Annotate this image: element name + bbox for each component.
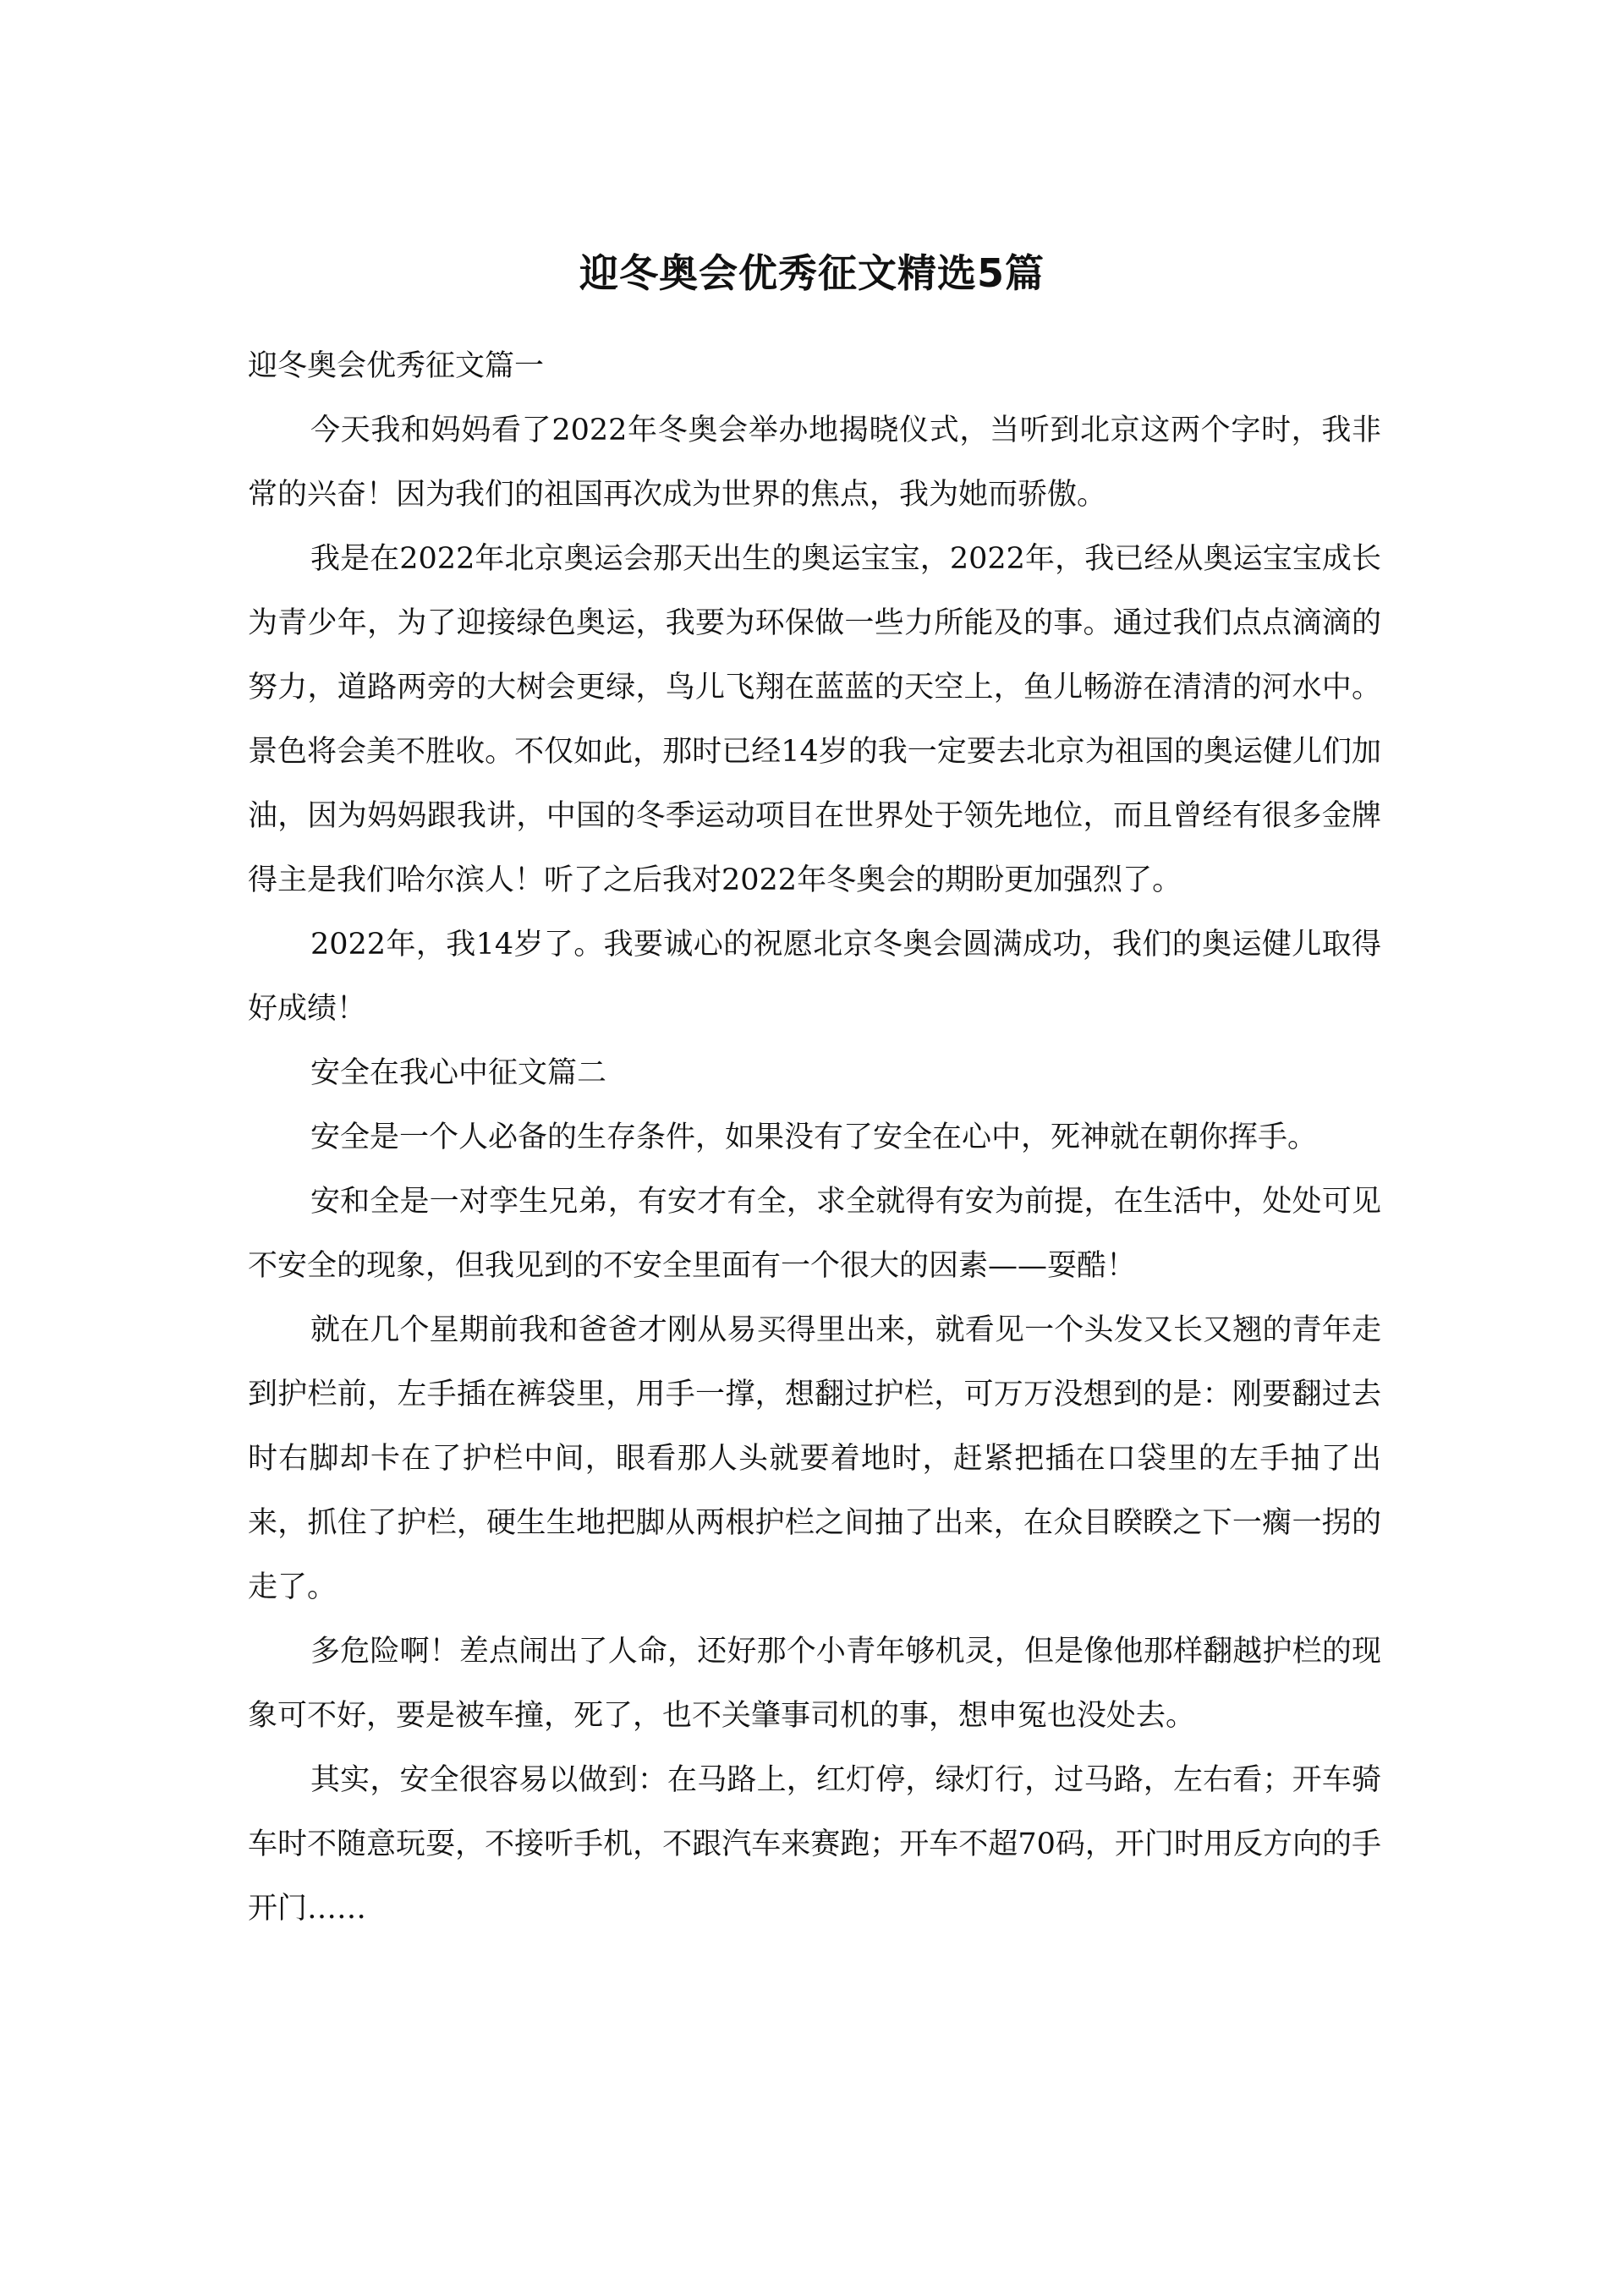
- page-title: 迎冬奥会优秀征文精选5篇: [579, 250, 1045, 296]
- paragraph: 今天我和妈妈看了2022年冬奥会举办地揭晓仪式，当听到北京这两个字时，我非常的兴奋！因为我们的祖国再次成为世界的焦点，我为她而骄傲。: [248, 414, 1381, 512]
- section-heading-2: 安全在我心中征文篇二: [310, 1056, 607, 1090]
- document-body: [248, 334, 1381, 1941]
- paragraph: 其实，安全很容易以做到：在马路上，红灯停，绿灯行，过马路，左右看；开车骑车时不随意玩耍，不接听手机，不跟汽车来赛跑；开车不超70码，开门时用反方向的手开门……: [248, 1763, 1381, 1926]
- paragraph: 安全是一个人必备的生存条件，如果没有了安全在心中，死神就在朝你挥手。: [310, 1121, 1318, 1154]
- paragraph: 2022年，我14岁了。我要诚心的祝愿北京冬奥会圆满成功，我们的奥运健儿取得好成绩！: [248, 928, 1381, 1026]
- paragraph: 多危险啊！差点闹出了人命，还好那个小青年够机灵，但是像他那样翻越护栏的现象可不好，要是被车撞，死了，也不关肇事司机的事，想申冤也没处去。: [248, 1635, 1381, 1733]
- paragraph: 就在几个星期前我和爸爸才刚从易买得里出来，就看见一个头发又长又翘的青年走到护栏前，左手插在裤袋里，用手一撑，想翻过护栏，可万万没想到的是：刚要翻过去时右脚却卡在了护栏中间，眼看那人头就要着地时，赶紧把插在口袋里的左手抽了出来，抓住了护栏，硬生生地把脚从两根护栏之间抽了出来，在众目睽睽之下一瘸一拐的走了。: [248, 1313, 1381, 1604]
- paragraph: 我是在2022年北京奥运会那天出生的奥运宝宝，2022年，我已经从奥运宝宝成长为青少年，为了迎接绿色奥运，我要为环保做一些力所能及的事。通过我们点点滴滴的努力，道路两旁的大树会更绿，鸟儿飞翔在蓝蓝的天空上，鱼儿畅游在清清的河水中。景色将会美不胜收。不仅如此，那时已经14岁的我一定要去北京为祖国的奥运健儿们加油，因为妈妈跟我讲，中国的冬季运动项目在世界处于领先地位，而且曾经有很多金牌得主是我们哈尔滨人！听了之后我对2022年冬奥会的期盼更加强烈了。: [248, 542, 1381, 897]
- paragraph: 安和全是一对孪生兄弟，有安才有全，求全就得有安为前提，在生活中，处处可见不安全的现象，但我见到的不安全里面有一个很大的因素——耍酷！: [248, 1185, 1381, 1283]
- section-heading-1: 迎冬奥会优秀征文篇一: [248, 349, 545, 383]
